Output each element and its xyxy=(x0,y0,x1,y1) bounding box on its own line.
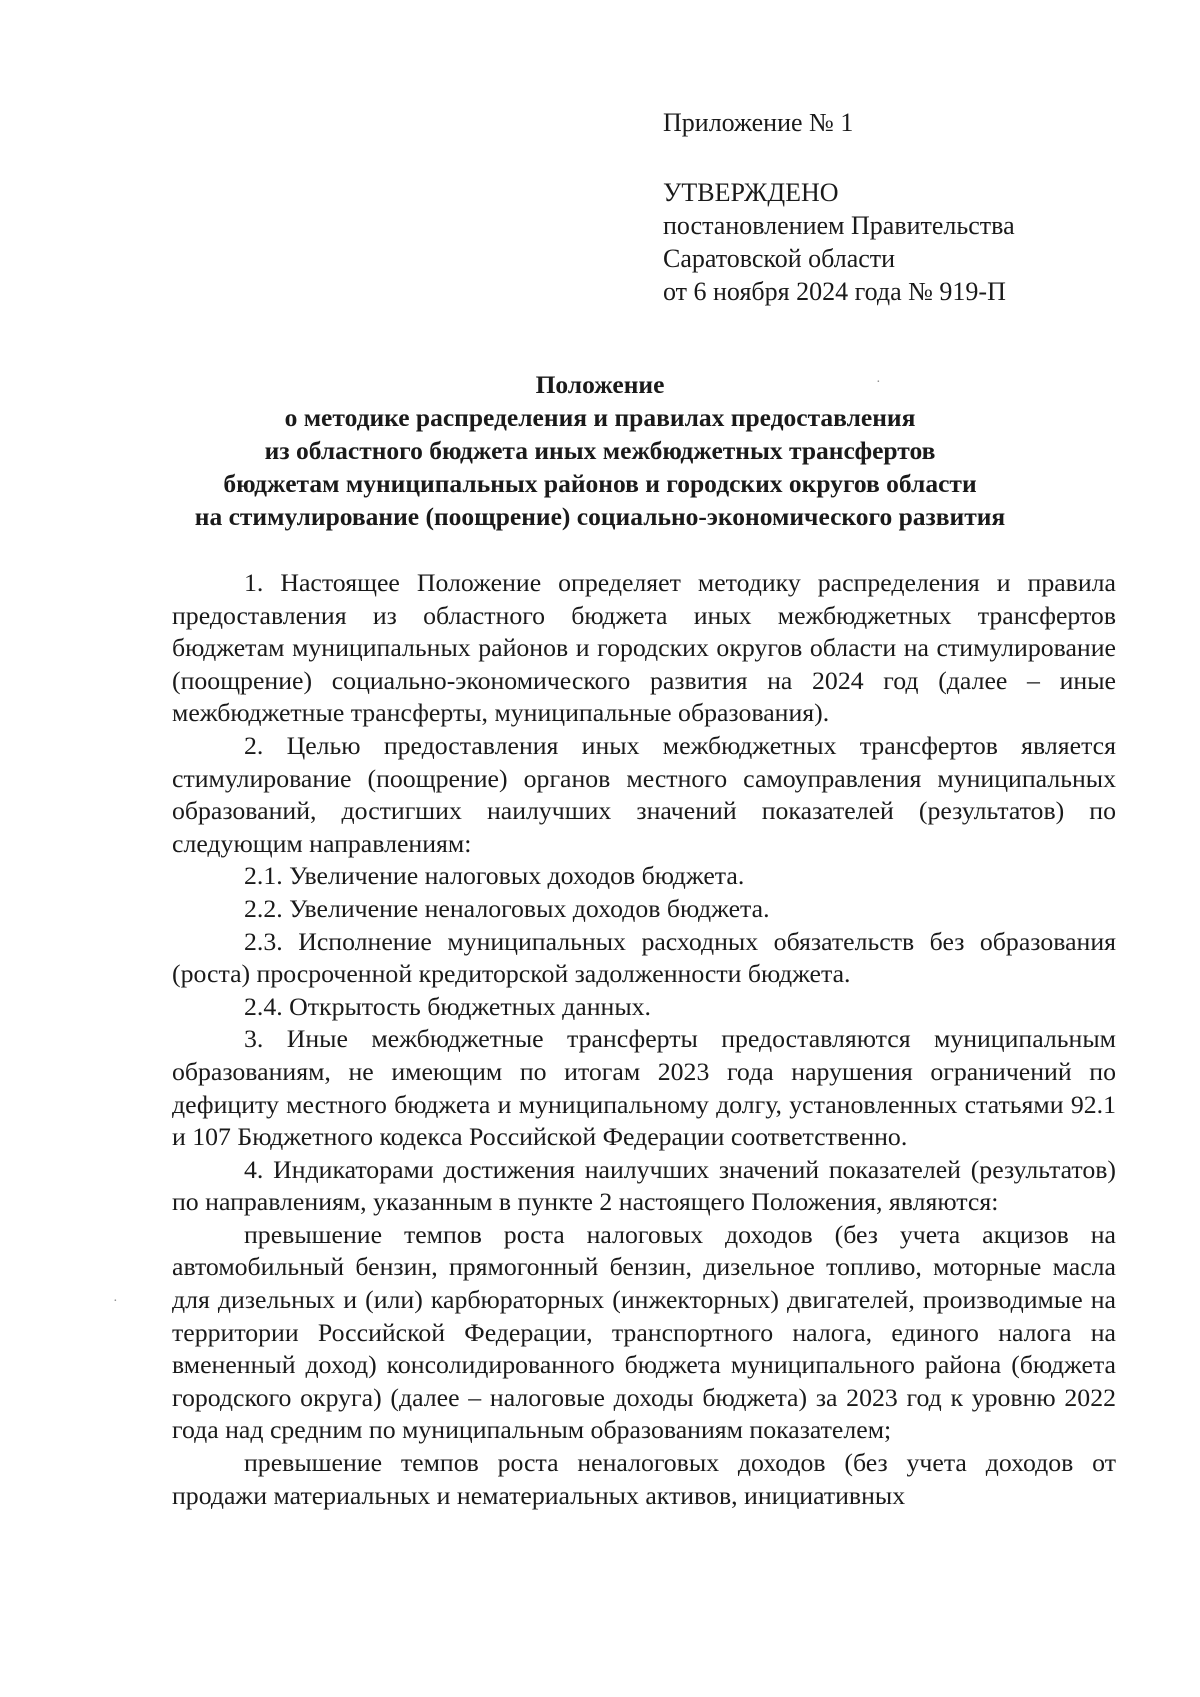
title-line-1: Положение xyxy=(535,370,665,399)
approval-line-1: постановлением Правительства xyxy=(663,211,1015,240)
scan-speck: · xyxy=(113,1294,118,1309)
paragraph-2: 2. Целью предоставления иных межбюджетных трансфертов является стимулирование (поощрение) органов местного самоуправления муниципальных образований, достигших наилучших значений показателей (результатов) по следующим направлениям: xyxy=(172,730,1116,858)
paragraph-2-1: 2.1. Увеличение налоговых доходов бюджета. xyxy=(244,861,745,891)
document-body xyxy=(172,567,1116,1512)
paragraph-4-item-2: превышение темпов роста неналоговых доходов (без учета доходов от продажи материальных и нематериальных активов, инициативных xyxy=(172,1448,1116,1510)
paragraph-2-3: 2.3. Исполнение муниципальных расходных обязательств без образования (роста) просроченной кредиторской задолженности бюджета. xyxy=(172,926,1116,989)
title-line-3: из областного бюджета иных межбюджетных трансфертов xyxy=(264,436,936,465)
approved-label: УТВЕРЖДЕНО xyxy=(663,178,839,207)
paragraph-4: 4. Индикаторами достижения наилучших значений показателей (результатов) по направлениям, указанным в пункте 2 настоящего Положения, являются: xyxy=(172,1154,1116,1217)
scan-speck: · xyxy=(876,375,881,390)
approval-block xyxy=(663,106,1143,308)
paragraph-1: 1. Настоящее Положение определяет методику распределения и правила предоставления из областного бюджета иных межбюджетных трансфертов бюджетам муниципальных районов и городских округов области на стимулирование (поощрение) социально-экономического развития на 2024 год (далее – иные межбюджетные трансферты, муниципальные образования). xyxy=(172,568,1116,728)
annex-number: Приложение № 1 xyxy=(663,108,854,137)
approval-line-3: от 6 ноября 2024 года № 919-П xyxy=(663,277,1006,306)
paragraph-2-4: 2.4. Открытость бюджетных данных. xyxy=(244,991,651,1021)
title-line-2: о методике распределения и правилах предоставления xyxy=(284,403,916,432)
paragraph-3: 3. Иные межбюджетные трансферты предоставляются муниципальным образованиям, не имеющим по итогам 2023 года нарушения ограничений по дефициту местного бюджета и муниципальному долгу, установленных статьями 92.1 и 107 Бюджетного кодекса Российской Федерации соответственно. xyxy=(172,1024,1116,1152)
paragraph-2-2: 2.2. Увеличение неналоговых доходов бюджета. xyxy=(244,893,770,923)
approval-line-2: Саратовской области xyxy=(663,244,896,273)
paragraph-4-item-1: превышение темпов роста налоговых доходов (без учета акцизов на автомобильный бензин, прямогонный бензин, дизельное топливо, моторные масла для дизельных и (или) карбюраторных (инжекторных) двигателей, производимые на территории Российской Федерации, транспортного налога, единого налога на вмененный доход) консолидированного бюджета муниципального района (бюджета городского округа) (далее – налоговые доходы бюджета) за 2023 год к уровню 2022 года над средним по муниципальным образованиям показателем; xyxy=(172,1219,1116,1445)
title-line-5: на стимулирование (поощрение) социально-экономического развития xyxy=(194,502,1006,531)
document-title xyxy=(150,368,1050,533)
title-line-4: бюджетам муниципальных районов и городских округов области xyxy=(223,469,977,498)
